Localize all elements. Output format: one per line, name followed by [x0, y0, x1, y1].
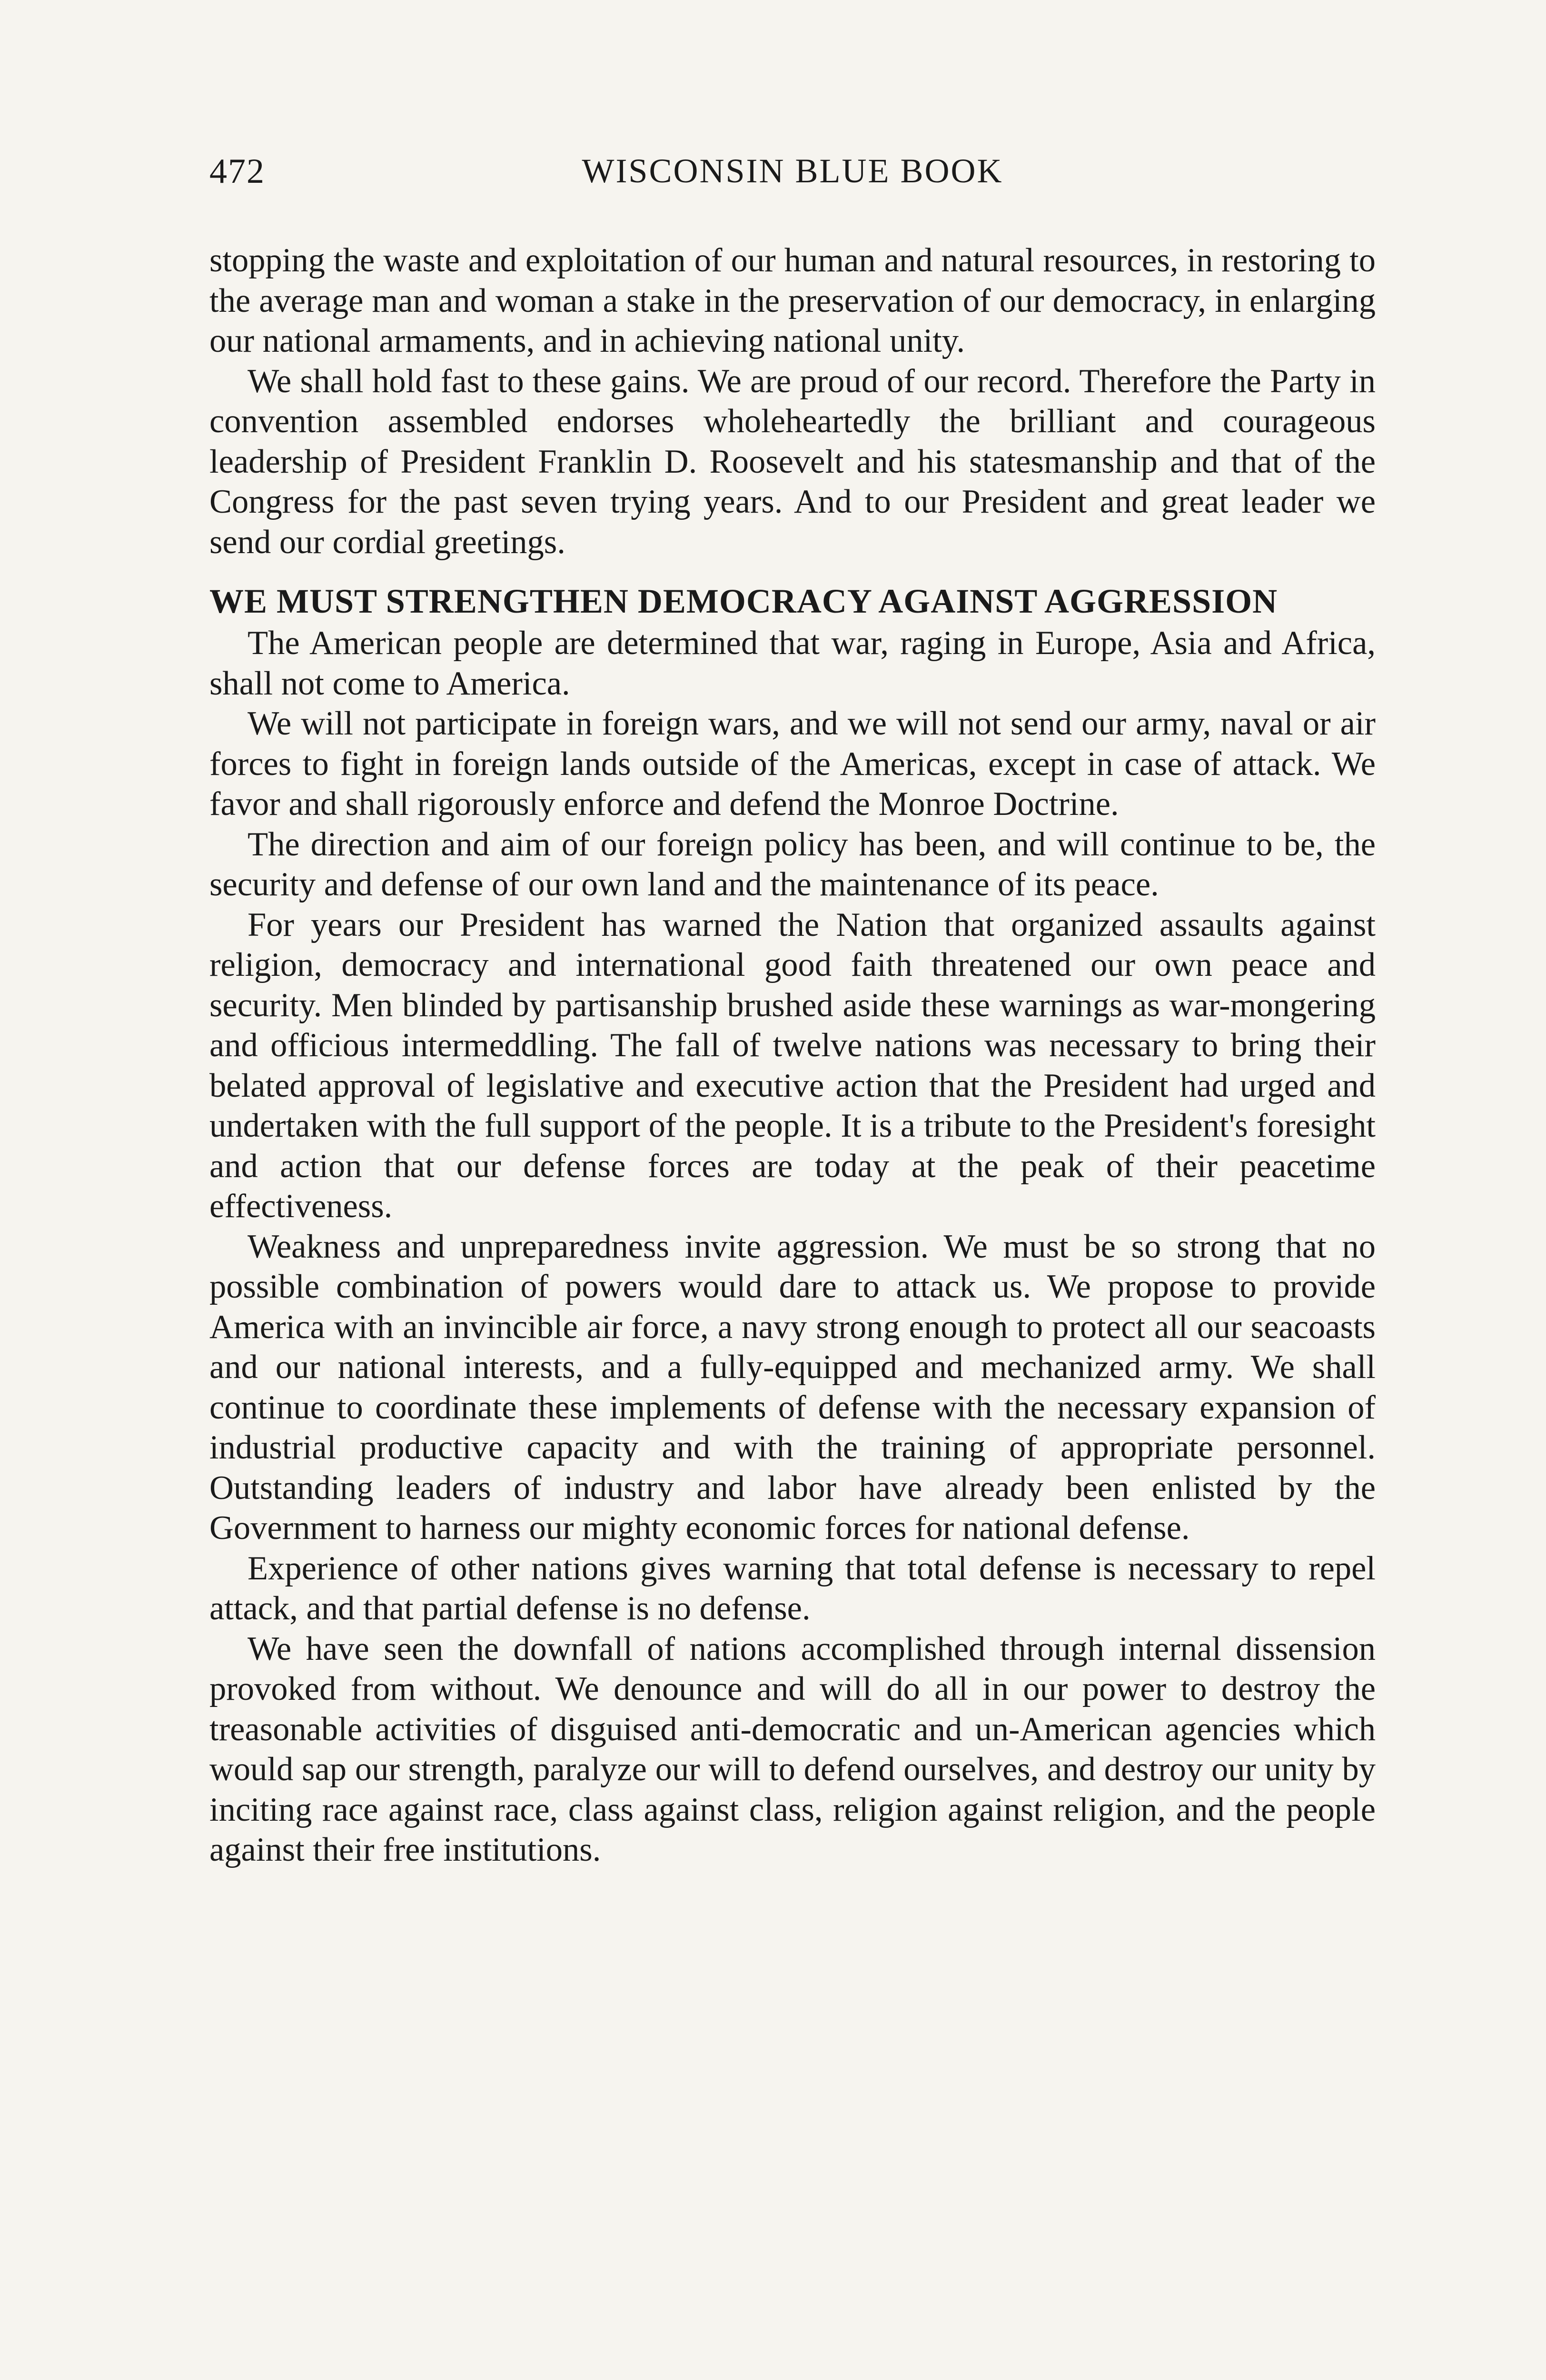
paragraph: The direction and aim of our foreign policy has been, and will continue to be, the security and defense of our own land and the maintenance of its peace.: [209, 825, 1376, 903]
paragraph: We will not participate in foreign wars, and we will not send our army, naval or air forces to fight in foreign lands outside of the Americas, except in case of attack. We favor and shall rigorously enforce and defend the Monroe Doctrine.: [209, 705, 1376, 823]
paragraph: For years our President has warned the Nation that organized assaults against religion, democracy and international good faith threatened our own peace and security. Men blinded by partisanship brushed aside these warnings as war-mongering and officious intermeddling. The fall of twelve nations was necessary to bring their belated approval of legislative and executive action that the President had urged and undertaken with the full support of the people. It is a tribute to the President's foresight and action that our defense forces are today at the peak of their peacetime effectiveness.: [209, 906, 1376, 1225]
paragraph: We shall hold fast to these gains. We are proud of our record. Therefore the Party in convention assembled endorses wholeheartedly the brilliant and courageous leadership of President Franklin D. Roosevelt and his statesmanship and that of the Congress for the past seven trying years. And to our President and great leader we send our cordial greetings.: [209, 362, 1376, 561]
paragraph: The American people are determined that war, raging in Europe, Asia and Africa, shall not come to America.: [209, 625, 1376, 702]
page-number: 472: [209, 152, 265, 191]
paragraph: Weakness and unpreparedness invite aggression. We must be so strong that no possible combination of powers would dare to attack us. We propose to provide America with an invincible air force, a navy strong enough to protect all our seacoasts and our national interests, and a fully-equipped and mechanized army. We shall continue to coordinate these implements of defense with the necessary expansion of industrial productive capacity and with the training of appropriate personnel. Outstanding leaders of industry and labor have already been enlisted by the Government to harness our mighty economic forces for national defense.: [209, 1228, 1376, 1547]
section-heading: WE MUST STRENGTHEN DEMOCRACY AGAINST AGGRESSION: [209, 582, 1278, 620]
paragraph-continued: stopping the waste and exploitation of our human and natural resources, in restoring to the average man and woman a stake in the preservation of our democracy, in enlarging our national armaments, and in achieving national unity.: [209, 242, 1376, 359]
body-text: [209, 240, 1376, 1870]
running-head: [209, 151, 1376, 194]
paragraph: Experience of other nations gives warning that total defense is necessary to repel attack, and that partial defense is no defense.: [209, 1549, 1376, 1627]
paragraph: We have seen the downfall of nations accomplished through internal dissension provoked from without. We denounce and will do all in our power to destroy the treasonable activities of disguised anti-democratic and un-American agencies which would sap our strength, paralyze our will to defend ourselves, and destroy our unity by inciting race against race, class against class, religion against religion, and the people against their free institutions.: [209, 1630, 1376, 1868]
book-title: WISCONSIN BLUE BOOK: [582, 152, 1003, 190]
